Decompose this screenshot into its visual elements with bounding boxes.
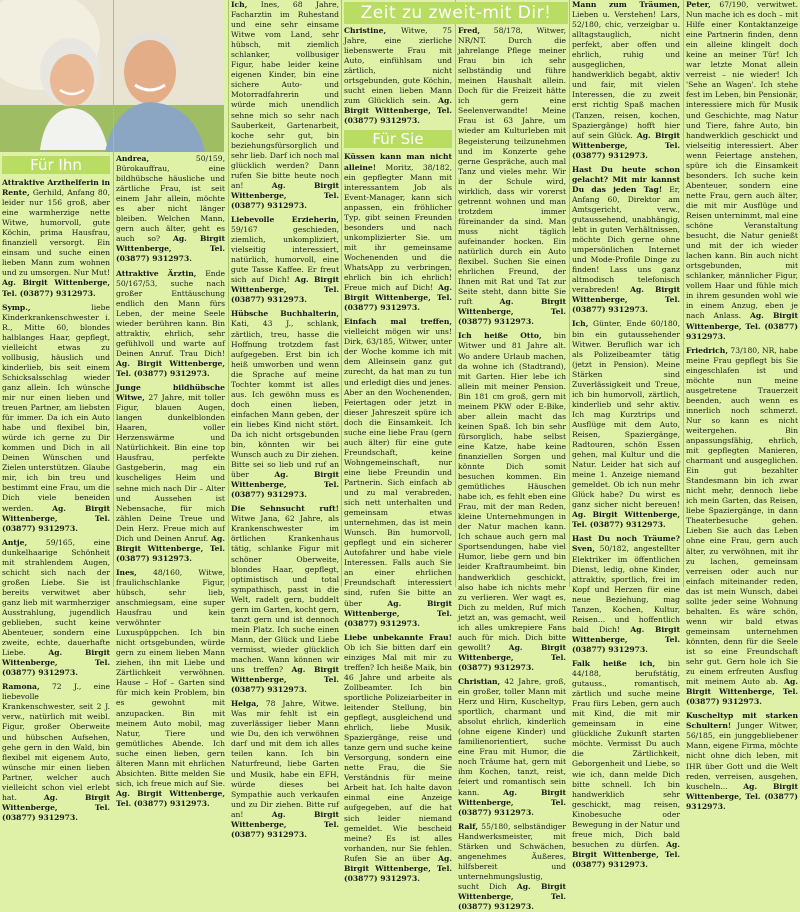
ad-guenter: Ich, Günter, Ende 60/180, bin ein gutaussehender Witwer. Beruflich war ich als Polizeibeamter tätig (jetzt in Pension). Meine Stärken sind Zuverlässigkeit und Treue, ich bin humorvoll, zärtlich, kinderlieb und sehr aktiv. Ich mag Kurztrips und Ausflüge mit dem Auto, Reisen, Spaziergänge, Radtouren, schön Essen gehen, mal Kultur und die Natur. Leider hat sich auf meine 1. Anzeige niemand gemeldet. Ob ich nun mehr Glück habe? Du wirst es ganz sicher nicht bereuen! Ag. Birgit Wittenberge, Tel. (03877) 9312973. [572, 319, 680, 530]
section-heading-for-her: Für Sie [344, 130, 452, 148]
ad-fred: Fred, 58/178, Witwer, NR/NT. Durch die jahrelange Pflege meiner Frau bin ich sehr selbständig und führe meinen Haushalt allein. Doch für die Freizeit hätte ich gern eine Seelenverwandte! Meine Frau ist 63 Jahre, um wieder am Kulturleben mit Begeisterung teilzunehmen und im Konzerte gehe gerne Gespräche, auch mal Tanz und vieles mehr. Wir in der Schule wird, wirklich, dass wir vorerst getrennt wohnen und man trotzdem immer füreinander da sind. Man muss nicht täglich aufeinander hocken. Ein natürlich durch ein Auto flexibel. Suchen Sie einen ehrlichen Freund, der Ihnen mit Rat und Tat zur Seite steht, dann bitte Sie ruft Ag. Birgit Wittenberge, Tel. (03877) 9312973. [458, 26, 567, 327]
column-rule [341, 0, 342, 587]
column-1 [2, 154, 111, 822]
column-2 [116, 154, 226, 808]
column-5 [458, 26, 567, 912]
column-rule [683, 0, 684, 587]
ad-moritz: Küssen kann man nicht alleine! Moritz, 38/182, ein gepflegter Mann mit interessantem Job als Event-Manager, kann sich anpassen, ein fröhlicher Typ, gibt seinen Freunden besonders und nach unkomplizierter Sie. um mit ihr gemeinsame Wochenenden und die WhatsApp zu verbringen, ehrlich bin ich ehrlich! Freue mich auf Dich! Ag. Birgit Wittenberge, Tel. (03877) 9312973. [344, 152, 452, 313]
ad-ines-48: Ines, 48/160, Witwe, fraulichschlanke Figur, hübsch, sehr lieb, anschmiegsam, eine super Hausfrau und kein verwöhnter Luxuspüppchen. Ich bin nicht ortsgebunden, würde gern zu einem lieben Mann ziehen, ihn mit Liebe und Zärtlichkeit verwöhnen. Hause – Hof – Garten sind für mich kein Problem, bin es gewohnt mit anzupacken. Bin mit meinem Auto mobil, mag Natur, Tiere und gemütliches Abende. Ich suche einen lieben, gern älteren Mann mit ehrlichen Absichten. Bitte melden Sie sich, ich freue mich auf Sie. Ag. Birgit Wittenberge, Tel. (03877) 9312973. [116, 567, 225, 808]
column-7 [686, 0, 799, 811]
ad-young-widow: Junge bildhübsche Witwe, 27 Jahre, mit toller Figur, blauen Augen, langen dunkelblonden Haaren, voller Herzenswärme und Natürlichkeit. Bin eine top Hausfrau, perfekte Gastgeberin, mag ein kuscheliges Heim und sehne mich nach Dir – Alter und Aussehen ist Nebensache, für mich zählen Deine Treue und Dein Herz. Freue mich auf Dich und Deinen Anruf. Ag. Birgit Wittenberge, Tel. (03877) 9312973. [116, 383, 225, 563]
ad-kati: Hübsche Buchhalterin, Kati, 43 J., schlank, zärtlich, treu, hasse die Hoffnung trotzdem fast aufgegeben. Erst bin ich heiß umworben und wenn die Sprache auf meine Tochter kommt ist alles aus. Ich gewöhn muss es doch einen lieben, einfachen Mann geben, der ein liebes Kind nicht stört. Da ich nicht ortsgebunden bin, könnten wir bei Wunsch auch zu Dir ziehen. Bitte sei so lieb und ruf an über Ag. Birgit Wittenberge, Tel. (03877) 9312973. [231, 309, 340, 500]
couple-photo [0, 0, 224, 152]
ad-falk: Falk heiße ich, bin 44/188, berufstätig, gutauss., romantisch, zärtlich und suche meine Frau fürs Leben, gern auch mit Kind, die mit mir gemeinsam in eine glückliche Zukunft starten möchte. Vermisst Du auch die Zärtlichkeit, Geborgenheit und Liebe, so wie ich, dann melde Dich bitte schnell. Ich bin handwerklich sehr geschickt, mag reisen, Kinobesuche oder Bewegung in der Natur und freue mich, Dich bald besuchen zu dürfen. Ag. Birgit Wittenberge, Tel. (03877) 9312973. [572, 659, 680, 869]
column-rule [228, 0, 229, 587]
column-3 [231, 0, 340, 839]
page-banner: Zeit zu zweit-mit Dir! [344, 2, 568, 24]
column-rule [455, 0, 456, 587]
section-heading-for-him: Für Ihn [2, 156, 110, 174]
ad-nurse: Symp., liebe Kinderkrankenschwester i. R., Mitte 60, blondes halblanges Haar, gepflegt, vielleicht etwas zu vollbusig, häuslich und kinderlieb, bis seit einem Schicksalsschlag wieder ganz allein. Ich wünsche mir nur einen lieben und treuen Partner, am liebsten für immer. Da ich ein Auto habe und flexibel bin, würde ich gerne zu Dir kommen und Dich in all Deinen Wünschen und Zielen unterstützen. Glaube mir, ich bin treu und bestimmt eine Frau, um die Dich viele beneiden werden. Ag. Birgit Wittenberge, Tel. (03877) 9312973. [2, 302, 111, 533]
column-4 [344, 26, 453, 883]
column-6 [572, 0, 681, 869]
ad-sven: Hast Du noch Träume? Sven, 50/182, angestellter Elektriker im öffentlichen Dienst, ledig, ohne Kinder, attraktiv, sportlich, frei im Kopf und Herzen für eine neue Beziehung, mag Tanzen, Kochen, Kultur, Reisen... und hoffentlich bald Dich! Ag. Birgit Wittenberge, Tel. (03877) 9312973. [572, 534, 680, 654]
ad-dirk: Einfach mal treffen, vielleicht mögen wir uns! Dirk, 63/185, Witwer, unter der Woche komme ich mit dem Alleinsein ganz gut zurecht, da hat man zu tun und erledigt dies und jenes. Aber an den Wochenenden, Feiertagen oder jetzt in dieser Jahreszeit spüre ich doch die Einsamkeit. Ich suche eine liebe Frau (gern auch älter) für eine gute Freundschaft, keine Wohngemeinschaft, nur eine liebe Freundin und Partnerin. Sich einfach ab und zu mal verabreden, sich nett unterhalten und gemeinsam etwas unternehmen, das ist mein Wunsch. Bin humorvoll, gepflegt und ein sicherer Autofahrer und habe viele Interessen. Falls auch Sie an einer ehrlichen Freundschaft interessiert sind, rufen Sie bitte an über Ag. Birgit Wittenberge, Tel. (03877) 9312973. [344, 317, 453, 628]
ad-director: Hast Du heute schon gelacht? Mit mir kannst Du das jeden Tag! Er, Anfang 60, Direktor am Amtsgericht, verw., gutaussehend, unabhängig, lebt in guten Verhältnissen, möchte Dich gerne ohne umpersönlichen Internet und Mode-Profile Dinge zu finden! Lass uns ganz altmodisch telefonisch verabreden! Ag. Birgit Wittenberge, Tel. (03877) 9312973. [572, 164, 681, 315]
ad-ralf: Ralf, 55/180, selbständiger Handwerksmeister, mit Stärken und Schwächen, angenehmes Äußeres, hilfsbereit und unternehmungslustig, sucht Dich Ag. Birgit Wittenberge, Tel. (03877) 9312973. [458, 821, 566, 912]
ad-doctor: Attraktive Ärztin, Ende 50/167/53, suche nach großer Enttäuschung endlich den Mann fürs Leben, der meine Seele wieder berühren kann. Bin attraktiv, ehrlich, sehr gefühlvoll und warte auf Deinen Anruf. Trau Dich! Ag. Birgit Wittenberge, Tel. (03877) 9312973. [116, 268, 226, 378]
couple-illustration [0, 0, 224, 152]
ad-peter: Peter, 67/190, verwitwet. Nun mache ich es doch – mit Hilfe einer Kontaktanzeige eine Partnerin finden, denn ein alleine klingelt doch keine an meiner Tür! Ich war letzte Monat allein verreist – nie wieder! Ich 'Sehe an Wagen'. Ich stehe fest im Leben, bin Pensionär, interessiere mich für Musik und Geschichte, mag Natur und Tiere, fahre Auto, bin handwerklich geschickt und vielseitig interessiert. Aber wenn Feiertage anstehen, spüre ich die Einsamkeit besonders. Ich suche kein Abenteuer, sondern eine nette Frau, gern auch älter, die mit mir Ausflüge und Reisen unternimmt, mal eine schöne Veranstaltung besucht, die Natur genießt und mit der ich wieder lachen kann. Bin auch nicht ortsgebunden, mit schlanker, männlicher Figur, vollem Haar und fühle mich in ihrem gesunden wohl wie in einem Anzug, eben je nach Anlass. Ag. Birgit Wittenberge, Tel. (03877) 9312973. [686, 0, 799, 341]
ad-lars: Mann zum Träumen, Lieben u. Verstehen! Lars, 52/180, chic, verzeigbar u. alltagstauglich, nicht perfekt, aber offen und ehrlich, ruhig und ausgeglichen, handwerklich begabt, aktiv und fair, mit vielen Interessen, die zu zweit erst richtig Spaß machen (Tanzen, reisen, kochen, Spaziergänge) hofft hier auf sein Glück. Ag. Birgit Wittenberge, Tel. (03877) 9312973. [572, 0, 680, 160]
ad-educator: Liebevolle Erzieherin, 59/167 geschieden, ziemlich, unkompliziert, vielseitig interessiert, natürlich, humorvoll, eine gute Tasse Kaffee. Er freut sich auf Dich! Ag. Birgit Wittenberge, Tel. (03877) 9312973. [231, 214, 340, 305]
ad-maik: Liebe unbekannte Frau! Ob ich Sie bitten darf ein einziges Mal mit mir zu treffen? Ich heiße Maik, bin 46 Jahre und arbeite als Zollbeamter. Ich bin sportliche Polizeiarbeiter in leitender Stellung, bin gepflegt, ausgleichend und ehrlich, liebe Musik, Spaziergänge, reise und tanze gern und suche keine Versorgung, sondern eine nette Frau, die Sie Verständnis für meine Arbeit hat. Ich halte davon einmal eine Anzeige aufgegeben, auf die hat sich leider niemand gemeldet. Wie bescheid meine? Es ist alles vorhanden, nur Sie fehlen. Rufen Sie an über Ag. Birgit Wittenberge, Tel. (03877) 9312973. [344, 632, 452, 883]
ad-otto: Ich heiße Otto, bin Witwer und 81 Jahre alt. Wo andere Urlaub machen, da wohne ich (Stadtrand), mit Garten. Hier lebe ich allein mit meiner Pension. Bin 181 cm groß, gern mit meinem PKW oder E-Bike, aber allein macht das keinen Spaß. Ich bin sehr fürsorglich, habe selbst eine Katze, habe keine finanziellen Sorgen und könnte Dich somit besuchen kommen. Ein gemütliches Häuschen habe ich, es fehlt eben eine Frau, mit der man Reden, kleine Unternehmungen in der Natur machen kann. Ich schaue auch gern mal Sportsendungen, habe viel Humor, liebe gern und bin leider Kraftraumbeimt. bin handwerklich geschickt, also habe ich nichts mehr zu verlieren. Wer wagt es, Dich zu melden, Ruf mich jetzt an, was gemacht, weil ich alles umkrepiere Fans auch für mich. Dich bitte gewollt? Ag. Birgit Wittenberge, Tel. (03877) 9312973. [458, 331, 567, 672]
ad-christine: Christine, Witwe, 75 Jahre, eine zierliche liebenswerte Frau mit Auto, einfühlsam und zärtlich, nicht ortsgebunden, gute Köchin, sucht einen lieben Mann zum Glücklich sein. Ag. Birgit Wittenberge, Tel. (03877) 9312973. [344, 26, 452, 126]
column-rule [569, 0, 570, 587]
ad-andrea: Andrea, 50/159, Bürokauffrau, eine bildhübsche häusliche und zärtliche Frau, ist seit einem Jahr allein, möchte es aber nicht länger bleiben. Welchen Mann, gern auch älter, geht es auch so? Ag. Birgit Wittenberge, Tel. (03877) 9312973. [116, 154, 226, 264]
ad-gerhild: Attraktive Arzthelferin in Rente, Gerhild, Anfang 80, leider nur 156 groß, aber eine warmherzige nette Witwe, humorvoll, gute Köchin, prima Hausfrau, finanziell versorgt. Ein einsam und suche einen lieben Mann zum wohnen und zu umsorgen. Nur Mut! Ag. Birgit Wittenberge, Tel. (03877) 9312973. [2, 178, 110, 298]
ad-ramona: Ramona, 72 J., eine liebevolle Krankenschwester, seit 2 J. verw., natürlich mit weibl. Figur, großer Oberweite und hübschen Aufsehen, gehe gern in den Wald, bin flexibel mit eigenem Auto, wünsche mir einen lieben Partner, welcher auch vielleicht schon viel erlebt hat. Ag. Birgit Wittenberge, Tel. (03877) 9312973. [2, 682, 110, 822]
ad-jana: Die Sehnsucht ruft! Witwe Jana, 62 Jahre, als Krankenschwester im örtlichen Krankenhaus tätig, schlanke Figur mit schöner Oberweite, blondes Haar, gepflegt, optimistisch und total sympathisch, passt in die Welt, radelt gern, buddelt gern im Garten, kocht gern, tanzt gern und ist dennoch mein Platz. Ich suche einen Mann, der Glück und Liebe vermisst, wieder glücklich machen. Wann können wir uns treffen? Ag. Birgit Wittenberge, Tel. (03877) 9312973. [231, 504, 339, 695]
ad-helga: Helga, 78 Jahre, Witwe. Was mir fehlt ist ein zuverlässiger lieber Mann wie Du, den ich verwöhnen darf und mit dem ich alles teilen kann. Ich bin Naturfreund, liebe Garten und Musik, habe ein EFH, würde dieses bei Sympathie auch verkaufen und zu Dir ziehen. Bitte ruf an! Ag. Birgit Wittenberge, Tel. (03877) 9312973. [231, 699, 340, 839]
ad-ines-68: Ich, Ines, 68 Jahre, Facharztin im Ruhestand und eine sehr einsame Witwe vom Land, sehr hübsch, mit ziemlich schlanker, vollbusiger Figur, habe leider keine eigenen Kinder, bin eine sichere Auto- und Motorradfahrerin und würde mich unendlich sehne mich so sehr nach Sauberkeit, Gartenarbeit, koche sehr gut, bin beziehungsfürsorglich und sehr lieb. Darf ich noch mal glücklich werden? Dann rufen Sie bitte heute noch an! Ag. Birgit Wittenberge, Tel. (03877) 9312973. [231, 0, 340, 210]
column-rule [113, 0, 114, 587]
ad-friedrich: Friedrich, 73/180, NR, habe meine Frau gepflegt bis Sie eingeschlafen ist und möchte nun meine ausgetretene Trauerzeit beenden, auch wenn es innerlich noch schmerzt. Nur so kann es nicht weitergehen. Bin anpassungsfähig, ehrlich, mit gepflegten Manieren, charmant und ausgeglichen. Ein gut bezahlter Standesmann bin ich zwar nicht mehr, dennoch liebe ich mein Garten, das Reisen, liebe Spaziergänge, in dann Theaterbesuche gehen. Lieben Sie auch das Leben ohne eine Frau, gern auch älter, zu verwöhnen, mit ihr zu lachen, gemeinsam verreisen oder auch nur einfach miteinander reden, das ist mein Wunsch, dabei sollte jeder seine Wohnung behalten. Es wäre schön, wenn wir bald etwas gemeinsam unternehmen könnten, denn für die Seele ist so eine Freundschaft sehr gut. Gern hole ich Sie zu einem erfreuten Ausflug mit meinem Auto ab. Ag. Birgit Wittenberge, Tel. (03877) 9312973. [686, 345, 798, 707]
ad-antje: Antje, 59/165, eine dunkelhaarige Schönheit mit strahlendem Augen, schicht sich nach der großen Liebe. Sie ist bereits verwitwet aber ganz lieb mit warmherziger Ausstrahlung, jugendlich geblieben, sucht keine Abenteuer, sondern eine zweite, echte, dauerhafte Liebe. Ag. Birgit Wittenberge, Tel. (03877) 9312973. [2, 537, 110, 678]
ad-kuscheltyp: Kuscheltyp mit starken Schultern! Junger Witwer, 56/185, ein junggebliebener Mann, eigene Firma, möchte nicht ohne dich leben, mit IHR über Gott und die Welt reden, verreisen, ausgehen, kuscheln... Ag. Birgit Wittenberge, Tel. (03877) 9312973. [686, 711, 798, 811]
ad-christian: Christian, 42 Jahre, groß, ein großer, toller Mann mit Herz und Hirn, Kuscheltyp, sportlich, charmant und absolut ehrlich, kinderlich (ohne eigene Kinder) und familienorientiert, suche eine Frau mit Humor, die noch Träume hat, gern mit ihm Kochen, tanzt, reist, feiert und romantisch sein kann. Ag. Birgit Wittenberge, Tel. (03877) 9312973. [458, 677, 566, 817]
